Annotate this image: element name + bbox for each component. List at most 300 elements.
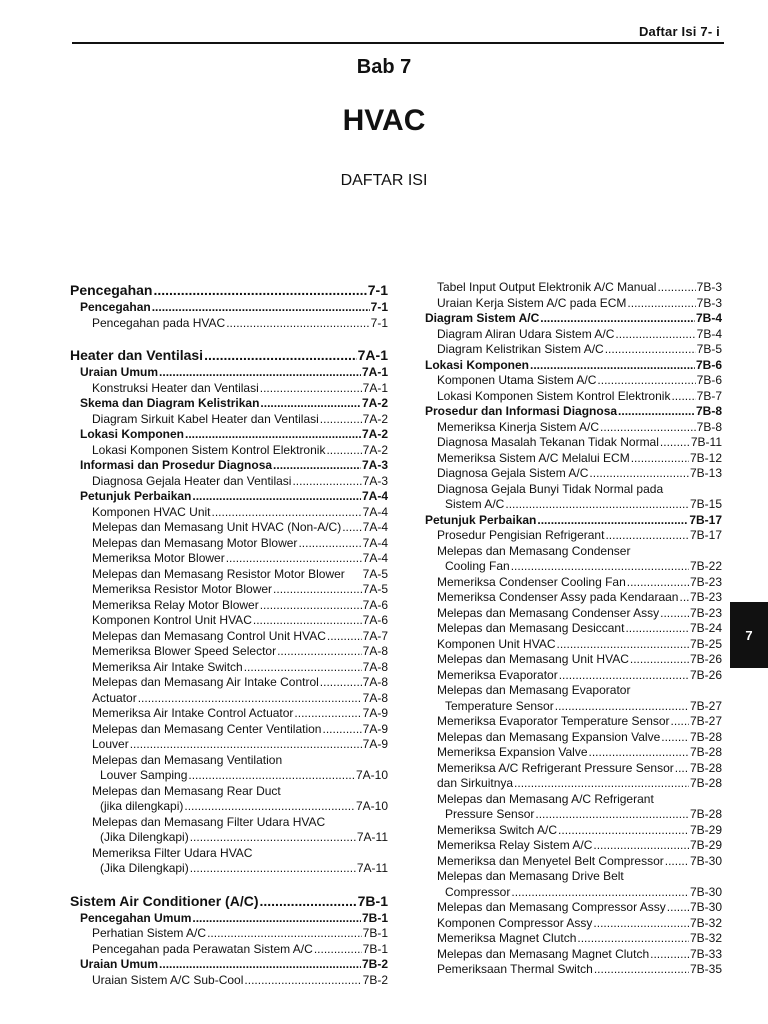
toc-entry <box>415 342 722 358</box>
toc-entry-title: Diagram Sirkuit Kabel Heater dan Ventilasi <box>92 411 319 426</box>
toc-entry <box>70 381 388 397</box>
dot-leader <box>558 823 689 839</box>
toc-entry-title: Lokasi Komponen Sistem Kontrol Elektronik <box>92 442 326 457</box>
toc-entry-title: Memeriksa Evaporator <box>437 667 558 682</box>
dot-leader <box>244 660 362 676</box>
toc-entry-title: Compressor <box>445 884 511 899</box>
toc-entry <box>415 807 722 823</box>
toc-entry-title: Informasi dan Prosedur Diagnosa <box>80 458 273 472</box>
dot-leader <box>555 699 689 715</box>
toc-page-number: 7B-12 <box>689 450 722 465</box>
toc-page-number: 7B-7 <box>696 388 722 403</box>
dot-leader <box>530 358 695 374</box>
toc-entry <box>415 869 722 885</box>
toc-entry <box>415 947 722 963</box>
dot-leader <box>244 973 361 989</box>
toc-page-number: 7B-13 <box>689 466 722 480</box>
toc-entry-title: Diagram Aliran Udara Sistem A/C <box>437 326 615 341</box>
toc-subsection-entry <box>415 513 722 529</box>
toc-entry-title: Louver <box>92 737 129 751</box>
toc-page-number: 7A-5 <box>362 566 388 581</box>
toc-entry <box>415 373 722 389</box>
dot-leader <box>625 621 689 637</box>
toc-entry <box>70 722 388 738</box>
toc-page-number: 7A-8 <box>362 675 388 689</box>
toc-entry <box>415 590 722 606</box>
toc-entry-title: Melepas dan Memasang Unit HVAC (Non-A/C) <box>92 520 342 534</box>
chapter-thumb-tab: 7 <box>730 602 768 668</box>
toc-page-number: 7A-4 <box>362 535 388 550</box>
dot-leader <box>627 296 695 312</box>
toc-entry-title: Temperature Sensor <box>445 698 554 713</box>
toc-entry-title: Melepas dan Memasang Center Ventilation <box>92 721 322 736</box>
toc-entry <box>415 528 722 544</box>
toc-subsection-entry <box>70 911 388 927</box>
toc-page-number: 7B-3 <box>696 280 722 294</box>
toc-entry-title: Sistem A/C <box>445 497 505 511</box>
toc-entry-title: Melepas dan Memasang Control Unit HVAC <box>92 628 326 643</box>
toc-page-number: 7A-11 <box>356 830 388 844</box>
dot-leader <box>557 637 689 653</box>
toc-entry <box>70 536 388 552</box>
dot-leader <box>188 768 355 784</box>
toc-entry <box>415 621 722 637</box>
dot-leader <box>615 327 695 343</box>
toc-page-number: 7B-23 <box>689 590 722 604</box>
toc-page-number: 7B-32 <box>689 931 722 945</box>
toc-page-number: 7A-8 <box>362 690 388 705</box>
toc-entry <box>70 815 388 831</box>
toc-entry-title: dan Sirkuitnya <box>437 776 514 790</box>
toc-page-number: 7A-2 <box>362 442 388 457</box>
toc-entry <box>415 435 722 451</box>
toc-entry-title: Heater dan Ventilasi <box>70 347 204 363</box>
toc-entry <box>415 745 722 761</box>
toc-entry <box>415 575 722 591</box>
toc-entry-title: Diagram Kelistrikan Sistem A/C <box>437 342 604 356</box>
toc-entry-title: Pencegahan <box>70 282 153 298</box>
toc-entry <box>415 714 722 730</box>
toc-left-column <box>70 280 388 988</box>
dot-leader <box>260 381 362 397</box>
toc-entry <box>70 799 388 815</box>
toc-entry <box>415 854 722 870</box>
toc-page-number: 7-1 <box>367 282 388 298</box>
toc-subsection-entry <box>70 957 388 973</box>
toc-page-number: 7B-23 <box>689 605 722 620</box>
toc-entry <box>70 567 388 583</box>
toc-page-number: 7B-32 <box>689 915 722 930</box>
toc-entry-title: Lokasi Komponen Sistem Kontrol Elektronik <box>437 388 671 403</box>
toc-page-number: 7-1 <box>370 315 388 330</box>
toc-entry-title: Memeriksa Resistor Motor Blower <box>92 582 273 596</box>
toc-entry-title: Memeriksa Expansion Valve <box>437 745 588 759</box>
toc-page-number: 7B-15 <box>689 497 722 511</box>
dot-leader <box>589 745 689 761</box>
dot-leader <box>597 373 695 389</box>
toc-entry <box>415 559 722 575</box>
dot-leader <box>192 911 361 927</box>
toc-section-heading <box>70 891 388 911</box>
toc-right-column <box>415 280 722 978</box>
toc-page-number: 7B-28 <box>689 745 722 759</box>
toc-entry-title: Pencegahan pada HVAC <box>92 315 226 330</box>
toc-entry <box>415 296 722 312</box>
dot-leader <box>671 714 689 730</box>
toc-entry-title: (Jika Dilengkapi) <box>100 830 189 844</box>
dot-leader <box>260 598 362 614</box>
dot-leader <box>660 435 690 451</box>
toc-page-number: 7A-2 <box>362 411 388 426</box>
toc-subsection-entry <box>415 311 722 327</box>
dot-leader <box>322 722 361 738</box>
dot-leader <box>326 443 361 459</box>
toc-entry <box>70 316 388 332</box>
toc-entry-title: Cooling Fan <box>445 559 510 573</box>
toc-page-number: 7B-22 <box>689 559 722 573</box>
dot-leader <box>190 861 356 877</box>
dot-leader <box>593 838 689 854</box>
dot-leader <box>190 830 356 846</box>
toc-page-number: 7B-17 <box>689 512 722 527</box>
dot-leader <box>226 316 369 332</box>
toc-entry-title: Memeriksa Condenser Cooling Fan <box>437 574 626 589</box>
toc-entry <box>70 768 388 784</box>
toc-page-number: 7B-4 <box>695 311 722 325</box>
toc-page-number: 7B-26 <box>689 652 722 666</box>
toc-entry-title: Memeriksa dan Menyetel Belt Compressor <box>437 853 664 868</box>
toc-page-number: 7A-4 <box>362 520 388 534</box>
toc-page-number: 7B-1 <box>361 910 388 925</box>
header-rule <box>72 42 724 44</box>
toc-entry-title: Memeriksa Kinerja Sistem A/C <box>437 419 600 434</box>
dot-leader <box>327 629 362 645</box>
toc-page-number: 7B-33 <box>689 946 722 961</box>
toc-entry <box>415 637 722 653</box>
dot-leader <box>665 854 689 870</box>
toc-entry <box>70 675 388 691</box>
toc-page-number: 7A-3 <box>362 473 388 488</box>
toc-entry-title: Komponen Kontrol Unit HVAC <box>92 613 252 627</box>
toc-entry <box>70 737 388 753</box>
toc-entry-title: Melepas dan Memasang Drive Belt <box>437 869 624 883</box>
toc-entry-title: Memeriksa Motor Blower <box>92 551 225 565</box>
dot-leader <box>679 590 688 606</box>
dot-leader <box>294 706 361 722</box>
toc-page-number: 7B-29 <box>689 822 722 837</box>
toc-entry-title: Melepas dan Memasang Evaporator <box>437 683 631 697</box>
toc-entry-title: (jika dilengkapi) <box>100 799 184 813</box>
toc-page-number: 7A-1 <box>362 380 388 395</box>
toc-page-number: 7A-4 <box>362 504 388 519</box>
toc-entry-title: Diagnosa Gejala Heater dan Ventilasi <box>92 473 292 488</box>
toc-page-number: 7A-9 <box>362 706 388 720</box>
toc-entry-title: Prosedur Pengisian Refrigerant <box>437 528 605 542</box>
dot-leader <box>320 675 362 691</box>
toc-heading: DAFTAR ISI <box>340 172 428 189</box>
toc-entry <box>415 420 722 436</box>
toc-page-number: 7B-6 <box>696 373 722 387</box>
toc-entry <box>415 327 722 343</box>
toc-page-number: 7A-9 <box>362 737 388 751</box>
toc-entry <box>70 861 388 877</box>
toc-entry-title: Skema dan Diagram Kelistrikan <box>80 396 260 410</box>
dot-leader <box>320 412 362 428</box>
toc-entry <box>70 443 388 459</box>
dot-leader <box>650 947 689 963</box>
toc-subsection-entry <box>415 358 722 374</box>
toc-subsection-entry <box>70 396 388 412</box>
toc-entry-title: Pencegahan <box>80 300 151 314</box>
toc-entry-title: Pemeriksaan Thermal Switch <box>437 962 593 976</box>
toc-section-heading <box>70 345 388 365</box>
dot-leader <box>253 613 362 629</box>
toc-entry <box>70 412 388 428</box>
toc-page-number: 7B-30 <box>689 900 722 914</box>
dot-leader <box>292 474 361 490</box>
toc-entry-title: Uraian Sistem A/C Sub-Cool <box>92 972 244 987</box>
dot-leader <box>671 389 695 405</box>
toc-subsection-entry <box>70 458 388 474</box>
dot-leader <box>185 427 361 443</box>
toc-entry <box>70 691 388 707</box>
toc-entry-title: (Jika Dilengkapi) <box>100 861 189 875</box>
toc-page-number: 7A-9 <box>362 721 388 736</box>
toc-entry-title: Memeriksa Blower Speed Selector <box>92 644 277 658</box>
toc-entry-title: Pressure Sensor <box>445 807 535 821</box>
toc-entry-title: Diagnosa Masalah Tekanan Tidak Normal <box>437 435 659 449</box>
toc-entry-title: Petunjuk Perbaikan <box>80 489 192 503</box>
toc-page-number: 7B-28 <box>689 807 722 821</box>
toc-page-number: 7B-28 <box>689 776 722 790</box>
toc-page-number: 7A-10 <box>355 768 388 782</box>
toc-entry-title: Lokasi Komponen <box>80 427 185 441</box>
toc-entry-title: Memeriksa Magnet Clutch <box>437 931 577 945</box>
toc-entry <box>70 582 388 598</box>
toc-entry <box>415 916 722 932</box>
toc-entry <box>70 613 388 629</box>
toc-entry-title: Melepas dan Memasang Resistor Motor Blower <box>92 566 345 581</box>
toc-entry-title: Memeriksa Relay Motor Blower <box>92 597 259 612</box>
toc-page-number: 7B-26 <box>689 667 722 682</box>
toc-entry <box>70 474 388 490</box>
toc-entry <box>415 389 722 405</box>
toc-entry-title: Komponen Unit HVAC <box>437 636 556 651</box>
dot-leader <box>537 513 688 529</box>
toc-entry-title: Melepas dan Memasang Compressor Assy <box>437 900 666 914</box>
toc-entry <box>70 551 388 567</box>
dot-leader <box>660 606 689 622</box>
toc-entry-title: Melepas dan Memasang Condenser <box>437 543 631 558</box>
dot-leader <box>207 926 362 942</box>
toc-page-number: 7B-28 <box>689 729 722 744</box>
dot-leader <box>204 345 357 365</box>
toc-page-number: 7B-8 <box>695 404 722 418</box>
toc-entry-title: Melepas dan Memasang Desiccant <box>437 621 625 635</box>
toc-page-number: 7B-11 <box>690 435 722 449</box>
toc-entry <box>70 660 388 676</box>
dot-leader <box>152 300 370 316</box>
toc-entry-title: Memeriksa Evaporator Temperature Sensor <box>437 714 670 728</box>
dot-leader <box>260 891 357 911</box>
toc-page-number: 7B-17 <box>689 528 722 542</box>
toc-page-number: 7A-6 <box>362 597 388 612</box>
toc-page-number: 7A-7 <box>362 628 388 643</box>
toc-page-number: 7A-10 <box>355 799 388 813</box>
toc-entry-title: Melepas dan Memasang Motor Blower <box>92 535 298 550</box>
toc-entry-title: Memeriksa A/C Refrigerant Pressure Sensor <box>437 760 674 775</box>
dot-leader <box>273 458 361 474</box>
toc-page-number: 7B-4 <box>696 326 722 341</box>
toc-entry <box>415 761 722 777</box>
dot-leader <box>226 551 362 567</box>
toc-entry-title: Petunjuk Perbaikan <box>425 512 537 527</box>
toc-entry <box>415 900 722 916</box>
dot-leader <box>298 536 361 552</box>
toc-page-number: 7B-8 <box>696 419 722 434</box>
dot-leader <box>184 799 355 815</box>
toc-entry-title: Louver Samping <box>100 768 188 782</box>
toc-entry <box>70 520 388 536</box>
toc-entry-title: Melepas dan Memasang Rear Duct <box>92 783 281 798</box>
dot-leader <box>618 404 695 420</box>
toc-entry-title: Lokasi Komponen <box>425 357 530 372</box>
toc-entry-title: Melepas dan Memasang Air Intake Control <box>92 675 319 689</box>
toc-entry <box>415 466 722 482</box>
toc-entry-title: Pencegahan pada Perawatan Sistem A/C <box>92 941 313 956</box>
toc-entry-title: Diagnosa Gejala Bunyi Tidak Normal pada <box>437 481 664 496</box>
toc-entry-title: Tabel Input Output Elektronik A/C Manual <box>437 280 657 294</box>
toc-entry <box>415 280 722 296</box>
toc-entry <box>415 962 722 978</box>
toc-entry <box>415 823 722 839</box>
toc-section-heading <box>70 280 388 300</box>
toc-page-number: 7A-8 <box>362 659 388 674</box>
toc-entry <box>70 973 388 989</box>
toc-entry <box>70 942 388 958</box>
toc-entry <box>70 706 388 722</box>
toc-entry-title: Memeriksa Switch A/C <box>437 822 558 837</box>
toc-entry <box>70 598 388 614</box>
dot-leader <box>260 396 361 412</box>
toc-entry <box>70 505 388 521</box>
toc-entry-title: Memeriksa Condenser Assy pada Kendaraan <box>437 590 679 604</box>
dot-leader <box>630 652 689 668</box>
dot-leader <box>540 311 695 327</box>
toc-page-number: 7B-6 <box>695 357 722 372</box>
dot-leader <box>661 730 689 746</box>
toc-entry-title: Uraian Kerja Sistem A/C pada ECM <box>437 295 627 310</box>
toc-page-number: 7B-30 <box>689 884 722 899</box>
toc-entry <box>70 753 388 769</box>
dot-leader <box>314 942 362 958</box>
toc-entry-title: Prosedur dan Informasi Diagnosa <box>425 404 618 418</box>
toc-page-number: 7B-1 <box>362 926 388 940</box>
toc-entry <box>70 830 388 846</box>
toc-page-number: 7A-4 <box>362 551 388 565</box>
dot-leader <box>657 280 695 296</box>
toc-entry-title: Komponen Compressor Assy <box>437 915 593 930</box>
dot-leader <box>627 575 689 591</box>
toc-entry-title: Memeriksa Sistem A/C Melalui ECM <box>437 450 630 465</box>
toc-entry <box>415 451 722 467</box>
toc-page-number: 7A-5 <box>362 582 388 596</box>
toc-entry-title: Diagnosa Gejala Sistem A/C <box>437 466 589 480</box>
toc-page-number: 7B-2 <box>362 972 388 987</box>
toc-entry-title: Melepas dan Memasang Filter Udara HVAC <box>92 814 326 829</box>
toc-entry-title: Memeriksa Filter Udara HVAC <box>92 845 253 860</box>
toc-page-number: 7B-3 <box>696 295 722 310</box>
dot-leader <box>593 916 689 932</box>
toc-page-number: 7A-2 <box>361 396 388 410</box>
toc-page-number: 7B-29 <box>689 838 722 852</box>
toc-page-number: 7A-2 <box>361 427 388 441</box>
dot-leader <box>138 691 362 707</box>
toc-entry <box>70 926 388 942</box>
toc-entry <box>415 838 722 854</box>
dot-leader <box>159 957 361 973</box>
toc-entry <box>70 846 388 862</box>
dot-leader <box>277 644 362 660</box>
toc-entry <box>415 730 722 746</box>
dot-leader <box>675 761 689 777</box>
toc-page-number: 7B-27 <box>689 698 722 713</box>
toc-page-number: 7A-1 <box>361 365 388 379</box>
toc-entry-title: Komponen Utama Sistem A/C <box>437 373 597 387</box>
toc-subsection-entry <box>70 489 388 505</box>
toc-entry-title: Memeriksa Relay Sistem A/C <box>437 838 593 852</box>
dot-leader <box>159 365 361 381</box>
toc-page-number: 7A-1 <box>357 347 388 363</box>
toc-entry <box>415 652 722 668</box>
toc-page-number: 7A-11 <box>356 861 388 875</box>
toc-entry <box>415 931 722 947</box>
toc-entry-title: Melepas dan Memasang Ventilation <box>92 752 283 767</box>
toc-entry <box>415 497 722 513</box>
toc-page-number: 7B-1 <box>357 892 388 909</box>
running-header: Daftar Isi 7- i <box>638 24 720 39</box>
toc-subsection-entry <box>70 300 388 316</box>
toc-entry-title: Uraian Umum <box>80 957 159 971</box>
dot-leader <box>505 497 689 513</box>
toc-subsection-entry <box>70 427 388 443</box>
dot-leader <box>605 528 689 544</box>
toc-page-number: 7A-6 <box>362 613 388 627</box>
toc-entry-title: Melepas dan Memasang A/C Refrigerant <box>437 791 654 806</box>
toc-entry-title: Uraian Umum <box>80 365 159 379</box>
toc-entry-title: Konstruksi Heater dan Ventilasi <box>92 380 259 395</box>
chapter-title: HVAC <box>342 104 426 137</box>
toc-page-number: 7B-28 <box>689 760 722 775</box>
toc-entry-title: Memeriksa Air Intake Control Actuator <box>92 706 294 720</box>
toc-entry-title: Perhatian Sistem A/C <box>92 926 207 940</box>
dot-leader <box>130 737 362 753</box>
toc-entry <box>415 699 722 715</box>
toc-entry <box>415 482 722 498</box>
toc-page-number: 7B-5 <box>696 342 722 356</box>
toc-entry-title: Melepas dan Memasang Condenser Assy <box>437 605 660 620</box>
toc-entry <box>415 683 722 699</box>
dot-leader <box>594 962 689 978</box>
dot-leader <box>605 342 696 358</box>
toc-entry <box>415 668 722 684</box>
toc-entry-title: Melepas dan Memasang Unit HVAC <box>437 652 629 666</box>
toc-page-number: 7B-35 <box>689 962 722 976</box>
dot-leader <box>514 776 689 792</box>
toc-entry-title: Sistem Air Conditioner (A/C) <box>70 892 259 909</box>
toc-entry-title: Memeriksa Air Intake Switch <box>92 659 243 674</box>
dot-leader <box>600 420 696 436</box>
